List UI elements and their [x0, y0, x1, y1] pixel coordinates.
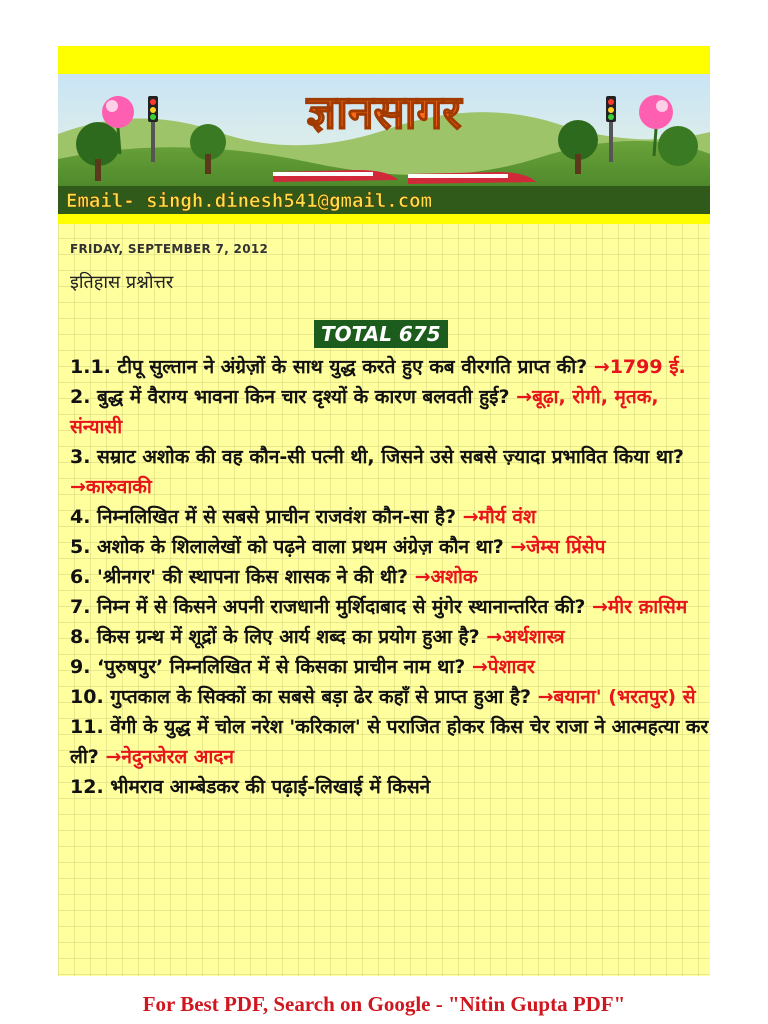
blog-page	[58, 46, 710, 976]
question-text: 8. किस ग्रन्थ में शूद्रों के लिए आर्य शब्द का प्रयोग हुआ है?	[70, 626, 480, 648]
answer-text: →अर्थशास्त्र	[486, 626, 565, 648]
question-text: 11. वेंगी के युद्ध में चोल नरेश 'करिकाल' से पराजित होकर किस चेर राजा ने आत्महत्या कर ली?	[70, 716, 709, 768]
question-text: 3. सम्राट अशोक की वह कौन-सी पत्नी थी, जिसने उसे सबसे ज़्यादा प्रभावित किया था?	[70, 446, 684, 468]
answer-text: →कारुवाकी	[70, 476, 152, 498]
question-text: 4. निम्नलिखित में से सबसे प्राचीन राजवंश कौन-सा है?	[70, 506, 456, 528]
header-top-bar	[58, 46, 710, 74]
qa-item	[70, 562, 710, 592]
post-date: FRIDAY, SEPTEMBER 7, 2012	[70, 242, 269, 256]
qa-item	[70, 712, 710, 772]
answer-text: →बूढ़ा, रोगी, मृतक, संन्यासी	[70, 386, 659, 438]
answer-text: →मीर क़ासिम	[592, 596, 688, 618]
banner-scenery-image	[58, 74, 710, 214]
banner-email: Email- singh.dinesh541@gmail.com	[66, 190, 433, 212]
answer-text: →अशोक	[414, 566, 478, 588]
answer-text: →बयाना' (भरतपुर) से	[537, 686, 696, 708]
question-text: 7. निम्न में से किसने अपनी राजधानी मुर्शिदाबाद से मुंगेर स्थानान्तरित की?	[70, 596, 586, 618]
question-text: 9. ‘पुरुषपुर’ निम्नलिखित में से किसका प्राचीन नाम था?	[70, 656, 466, 678]
qa-item	[70, 502, 710, 532]
header-banner[interactable]	[58, 74, 710, 214]
answer-text: →1799 ई.	[593, 356, 686, 378]
post-title[interactable]: इतिहास प्रश्नोत्तर	[70, 272, 174, 293]
qa-item	[70, 532, 710, 562]
header-bottom-bar	[58, 214, 710, 224]
qa-item	[70, 622, 710, 652]
qa-item	[70, 652, 710, 682]
question-text: 6. 'श्रीनगर' की स्थापना किस शासक ने की थी?	[70, 566, 408, 588]
question-text: 10. गुप्तकाल के सिक्कों का सबसे बड़ा ढेर कहाँ से प्राप्त हुआ है?	[70, 686, 531, 708]
footer-promo-text: For Best PDF, Search on Google - "Nitin Gupta PDF"	[142, 992, 626, 1016]
banner-title: ज्ञानसागर	[306, 85, 462, 139]
qa-item	[70, 352, 710, 382]
answer-text: →नेदुनजेरल आदन	[105, 746, 234, 768]
question-text: 12. भीमराव आम्बेडकर की पढ़ाई-लिखाई में किसने	[70, 776, 431, 798]
answer-text: →पेशावर	[471, 656, 535, 678]
question-text: 5. अशोक के शिलालेखों को पढ़ने वाला प्रथम अंग्रेज़ कौन था?	[70, 536, 504, 558]
qa-item	[70, 442, 710, 502]
answer-text: →जेम्स प्रिंसेप	[510, 536, 606, 558]
question-text: 1.1. टीपू सुल्तान ने अंग्रेज़ों के साथ युद्ध करते हुए कब वीरगति प्राप्त की?	[70, 356, 588, 378]
qa-item	[70, 382, 710, 442]
qa-list	[70, 352, 710, 802]
question-text: 2. बुद्ध में वैराग्य भावना किन चार दृश्यों के कारण बलवती हुई?	[70, 386, 510, 408]
answer-text: →मौर्य वंश	[462, 506, 536, 528]
qa-item	[70, 772, 710, 802]
total-badge: TOTAL 675	[314, 320, 448, 348]
tree-icon	[658, 126, 698, 166]
qa-item	[70, 592, 710, 622]
qa-item	[70, 682, 710, 712]
